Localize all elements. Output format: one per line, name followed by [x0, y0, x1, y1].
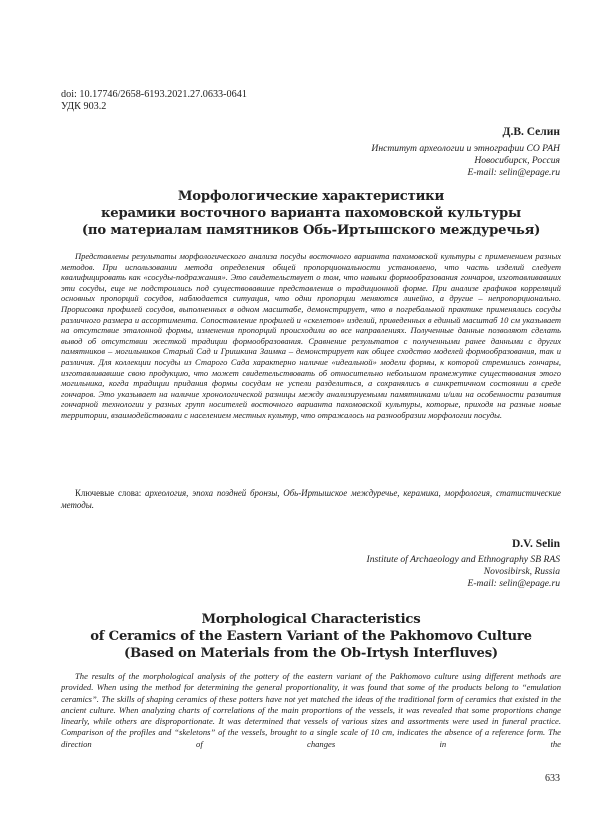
author-name-ru: Д.В. Селин — [502, 126, 560, 138]
title-line: Morphological Characteristics — [201, 612, 421, 627]
email: E-mail: selin@epage.ru — [467, 166, 560, 178]
article-meta — [61, 89, 247, 112]
page-number: 633 — [545, 773, 560, 784]
doi: doi: 10.17746/2658-6193.2021.27.0633-0641 — [61, 89, 247, 100]
keywords-list: археология, эпоха поздней бронзы, Обь-Иртышское междуречье, керамика, морфология, статистические методы. — [61, 488, 561, 510]
affiliation-en — [367, 554, 560, 589]
udc-code: УДК 903.2 — [61, 100, 107, 112]
abstract-ru: Представлены результаты морфологического анализа посуды восточного варианта пахомовской культуры с применением разных методов. При использовании метода определения общей пропорциональности установлено, что часть изделий следует квалифицировать как «сосуды-подражания». Это свидетельствует о том, что навыки формообразования гончаров, изготавливавших эти сосуды, еще не подстроились под существовавшие представления о традиционной форме. При анализе графиков корреляций основных пропорций сосудов, наблюдается ситуация, что одни пропорции меняются линейно, а другие – непропорционально. Прорисовка профилей сосудов, выполненных в одном масштабе, демонстрирует, что в погребальной практике применялись сосуды различного размера и ассортимента. Сопоставление профилей и «скелетов» изделий, приведенных в единый масштаб 10 см указывает на отсутствие эталонной формы, изменения пропорций происходили во все направлениях. Полученные данные позволяют сделать вывод об отсутствии жесткой традиции формообразования. Сравнение результатов с полученными ранее данными с других памятников – могильников Старый Сад и Гришкина Заимка – демонстрирует как общее сходство моделей формообразования, так и различия. Для коллекции посуды из Старого Сада характерно наличие «идеальной» модели формы, к которой стремились гончары, изготавливавшие свою продукцию, что может свидетельствовать об относительно небольшом промежутке существования этого могильника, когда традиции придания формы сосудам не успели разделиться, а сохранялись в синкретичном состоянии в среде гончаров. Это указывает на наличие хронологической разницы между анализируемыми памятниками и/или на особенности развития гончарной технологии у разных групп носителей восточного варианта пахомовской культуры, которые, приходя на разные новые территории, взаимодействовали с населением местных культур, что отражалось на разнообразии морфологии посуды. — [61, 251, 561, 420]
author-name-en: D.V. Selin — [511, 538, 560, 550]
title-line: (Based on Materials from the Ob-Irtysh Interfluves) — [124, 646, 498, 661]
title-line: Морфологические характеристики — [177, 189, 445, 204]
abstract-en: The results of the morphological analysis of the pottery of the eastern variant of the Pakhomovo culture using different methods are provided. When using the method for determining the general proportionality, it was found that some of the products belong to “emulation ceramics”. The skills of shaping ceramics of these potters have not yet matched the ideas of the traditional form of ceramics that existed in the ancient culture. When analyzing charts of correlations of the main proportions of the vessels, it was revealed that some proportions change linearly, while others are disproportionate. It was determined that vessels of various sizes and assortments were used in funeral practice. Comparison of the profiles and “skeletons” of the vessels, brought to a single scale of 10 cm, indicates the absence of a reference form. The direction of changes in the — [61, 671, 561, 749]
location: Новосибирск, Россия — [474, 154, 560, 166]
title-line: of Ceramics of the Eastern Variant of the Pakhomovo Culture — [90, 629, 532, 644]
institution: Институт археологии и этнографии СО РАН — [371, 143, 560, 154]
keywords-label: Ключевые слова: — [75, 488, 142, 498]
email: E-mail: selin@epage.ru — [467, 577, 560, 589]
title-line: керамики восточного варианта пахомовской культуры — [100, 206, 521, 221]
institution: Institute of Archaeology and Ethnography SB RAS — [366, 554, 560, 565]
article-title-ru — [61, 188, 561, 239]
keywords-ru — [61, 488, 561, 511]
article-title-en — [61, 611, 561, 662]
affiliation-ru — [371, 143, 560, 178]
location: Novosibirsk, Russia — [483, 565, 560, 577]
title-line: (по материалам памятников Обь-Иртышского междуречья) — [81, 223, 541, 238]
